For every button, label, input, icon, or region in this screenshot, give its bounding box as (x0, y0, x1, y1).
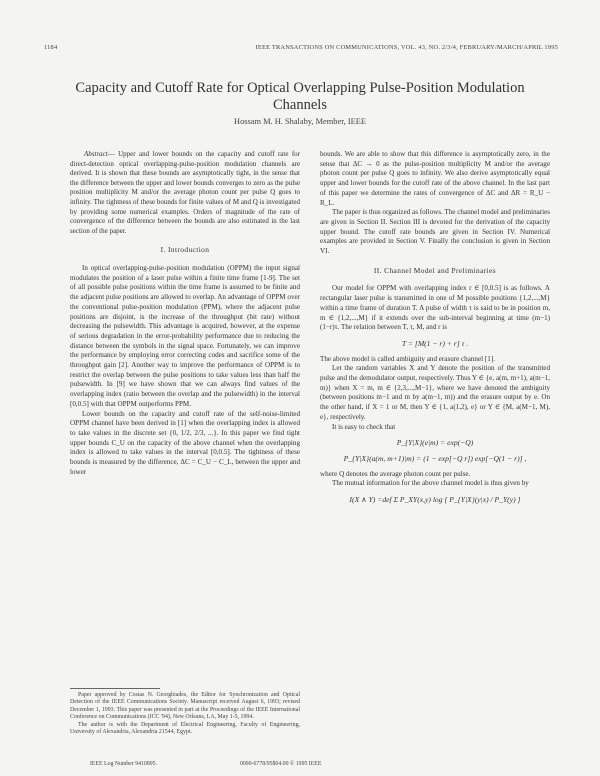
left-column (70, 150, 300, 478)
paper-title: Capacity and Cutoff Rate for Optical Overlapping Pulse-Position Modulation Channels (75, 80, 525, 113)
section-heading-introduction: I. Introduction (160, 245, 210, 255)
equation-mutual-information: I(X ∧ Y) =def Σ P_XY(x,y) log [ P_{Y|X}(y|x) / P_Y(y) ] (349, 495, 521, 505)
paper-author: Hossam M. H. Shalaby, Member, IEEE (234, 117, 366, 126)
channel-model-paragraph-3: Let the random variables X and Y denote the position of the transmitted pulse and the demodulator output, respectively. Thus Y ∈ {e, a(m, m+1), a(m−1, m)} when X = m, m ∈ {2,3,...,M−1}, where we have denoted the ambiguity (between positions m−1 and m by a(m−1, m)) and the erasure output by e. On the other hand, if X = 1 or M, then Y ∈ {1, a(1,2), e} or Y ∈ {M, a(M−1, M), e}, respectively. (320, 364, 550, 421)
intro-paragraph-1: In optical overlapping-pulse-position modulation (OPPM) the input signal modulates the position of a laser pulse within a finite time frame [1-9]. The set of all possible pulse positions within the time frame is assumed to be finite and the adjacent pulse positions are allowed to overlap. An advantage of OPPM over the conventional pulse-position modulation (PPM), where the adjacent pulse positions are disjoint, is the increase of the throughput (bit rate) without decreasing the pulsewidth. This advantage is acquired, however, at the expense of serious degradation in the error-probability performance due to reducing the distance between the symbols in the signal space. Fortunately, we can improve the performance by employing error correcting codes and sacrifice some of the throughput gain [2]. Another way to improve the performance of OPPM is to restrict the overlap between the pulse positions to take values less than half the pulsewidth. In [9] we have shown that we can always find values of the overlapping index (ratio between the overlap and the pulsewidth) in the interval [0,0.5] with that OPPM outperforms PPM. (70, 264, 300, 408)
running-header (44, 44, 558, 56)
abstract (70, 150, 300, 236)
page-number: 1184 (44, 44, 58, 51)
channel-model-paragraph-1: Our model for OPPM with overlapping index r ∈ [0,0.5] is as follows. A rectangular laser pulse is transmitted in one of M possible positions {1,2,...,M} within a time frame of duration T. A pulse of width τ is said to be in position m, m ∈ {1,2,...,M} if it extends over the sub-interval beginning at time (m−1)(1−r)τ. The relation between T, τ, M, and r is (320, 284, 550, 332)
equation-ambiguity-probability: P_{Y|X}(a(m, m+1)|m) = (1 − exp[−Q r]) exp[−Q(1 − r)] , (343, 453, 527, 463)
copyright-code: 0090-6778/95$04.00 © 1995 IEEE (240, 761, 322, 767)
equation-erasure-probability: P_{Y|X}(e|m) = exp(−Q) (396, 438, 474, 448)
journal-header: IEEE TRANSACTIONS ON COMMUNICATIONS, VOL. 43, NO. 2/3/4, FEBRUARY/MARCH/APRIL 1995 (255, 44, 558, 51)
footnote-paragraph-1: Paper approved by Costas N. Georghiades, the Editor for Synchronization and Optical Detection of the IEEE Communications Society. Manuscript received August 6, 1993; revised December 1, 1993. This paper was presented in part at the Proceedings of the IEEE International Conference on Communications (ICC '94), New Orleans, LA, May 1-5, 1994. (70, 692, 300, 721)
section-heading-channel-model: II. Channel Model and Preliminaries (373, 265, 497, 275)
abstract-text: — Upper and lower bounds on the capacity and cutoff rate for direct-detection optical overlapping-pulse-position modulation channels are derived. It is shown that these bounds are asymptotically tight, in the sense that the difference between the upper and lower bounds converges to zero as the pulse position multiplicity M and/or the average photon count per pulse Q goes to infinity. The tightness of these bounds for finite values of M and Q is investigated by providing some numerical examples. Orders of magnitude of the rate of convergence of the difference between the bounds are also estimated in the last section of the paper. (70, 150, 300, 235)
channel-model-paragraph-5: where Q denotes the average photon count per pulse. (320, 469, 471, 478)
channel-model-paragraph-6: The mutual information for the above channel model is thus given by (332, 479, 529, 488)
equation-frame-duration: T = [M(1 − r) + r] τ . (401, 338, 469, 348)
right-column (320, 150, 550, 511)
footnote (70, 688, 300, 736)
ieee-log-number: IEEE Log Number 9410895. (90, 761, 157, 767)
paper-outline: The paper is thus organized as follows. The channel model and preliminaries are given in Section II. Section III is devoted for the derivation of the capacity upper bound. The cutoff rate bounds are given in Section IV. Numerical examples are provided in Section V. Finally the conclusion is given in Section VI. (320, 208, 551, 256)
intro-paragraph-2: Lower bounds on the capacity and cutoff rate of the self-noise-limited OPPM channel have been derived in [1] when the overlapping index is allowed to take values in the discrete set {0, 1/2, 2/3, ...}. In this paper we find tight upper bounds C_U on the capacity of the above channel when the overlapping index is allowed to take values in the interval [0,0.5]. The tightness of these bounds is measured by the difference, ΔC = C_U − C_L, between the upper and lower (70, 409, 300, 476)
channel-model-paragraph-4: It is easy to check that (332, 422, 396, 431)
channel-model-paragraph-2: The above model is called ambiguity and erasure channel [1]. (320, 354, 495, 363)
footnote-paragraph-2: The author is with the Department of Electrical Engineering, Faculty of Engineering, University of Alexandria, Alexandria 21544, Egypt. (70, 721, 300, 736)
abstract-lead: Abstract (84, 150, 108, 158)
footnote-rule (70, 688, 160, 689)
intro-continuation: bounds. We are able to show that this difference is asymptotically zero, in the sense that ΔC → 0 as the pulse-position multiplicity M and/or the average photon count per pulse Q goes to infinity. We also derive asymptotically equal upper and lower bounds for the cutoff rate of the above channel. In the last part of this paper we determine the rates of convergence of ΔC and ΔR = R_U − R_L. (320, 150, 550, 207)
